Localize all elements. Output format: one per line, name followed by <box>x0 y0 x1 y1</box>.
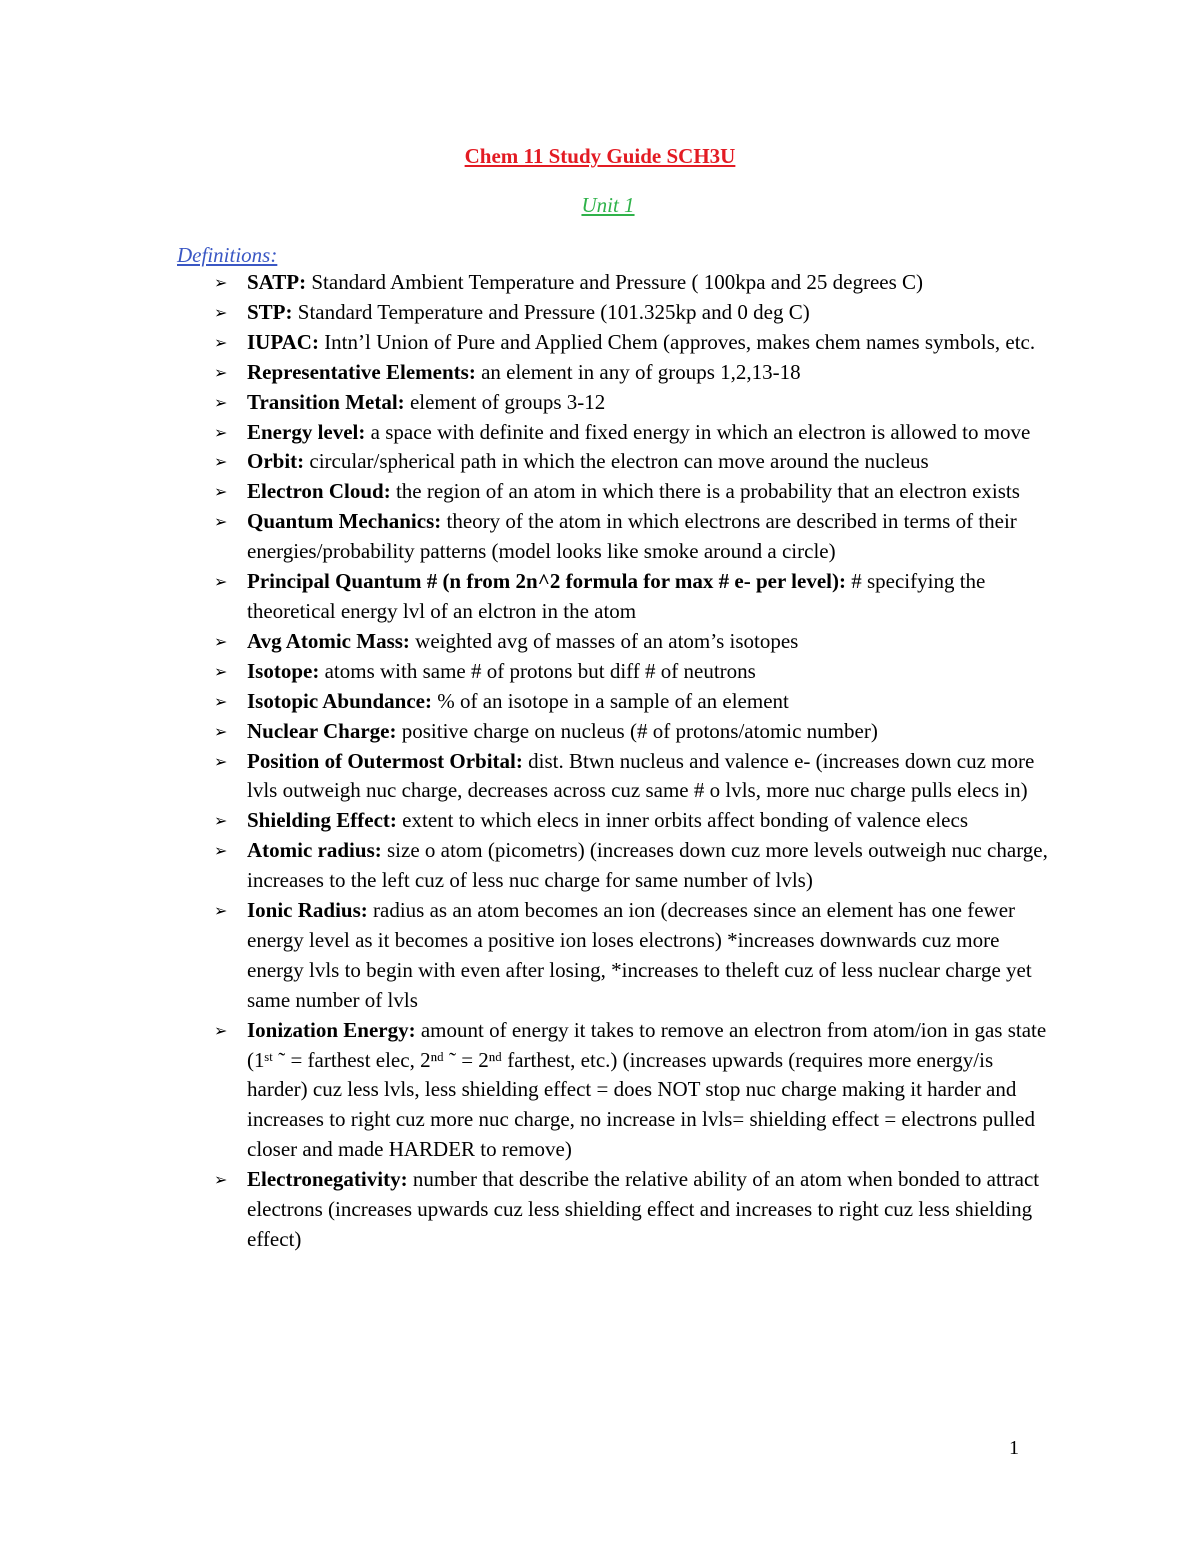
arrowhead-bullet-icon: ➢ <box>214 572 228 592</box>
definition-term: Nuclear Charge: <box>247 718 397 743</box>
definition-item <box>214 1165 1054 1255</box>
definition-item <box>214 806 1054 836</box>
definition-term: Electronegativity: <box>247 1167 408 1192</box>
definition-item <box>214 627 1054 657</box>
definition-term: Electron Cloud: <box>247 479 391 504</box>
unit-heading: Unit 1 <box>581 193 635 217</box>
definition-text: radius as an atom becomes an ion (decreases since an element has one fewer energy level as it becomes a positive ion loses electrons) *increases downwards cuz more energy lvls to begin with even after losing, *increases to theleft cuz of less nuclear charge yet same number of lvls <box>247 898 1032 1012</box>
definition-item <box>214 477 1054 507</box>
definition-text: weighted avg of masses of an atom’s isotopes <box>409 628 799 653</box>
definition-text: an element in any of groups 1,2,13-18 <box>475 359 801 384</box>
definition-text: atoms with same # of protons but diff # of neutrons <box>319 658 756 683</box>
definition-term: Quantum Mechanics: <box>247 509 442 534</box>
arrowhead-bullet-icon: ➢ <box>214 273 228 292</box>
definition-text: Intn’l Union of Pure and Applied Chem (approves, makes chem names symbols, etc. <box>318 329 1036 354</box>
arrowhead-bullet-icon: ➢ <box>214 482 228 502</box>
definition-text: Standard Ambient Temperature and Pressure ( 100kpa and 25 degrees C) <box>306 270 924 294</box>
definition-term: Ionization Energy: <box>247 1017 416 1042</box>
definition-term: Representative Elements: <box>247 359 476 384</box>
definitions-list <box>214 268 1054 1255</box>
definition-text: positive charge on nucleus (# of protons/atomic number) <box>396 718 878 743</box>
arrowhead-bullet-icon: ➢ <box>214 362 228 382</box>
definition-item <box>214 567 1054 627</box>
definition-item <box>214 388 1054 418</box>
arrowhead-bullet-icon: ➢ <box>214 1170 228 1190</box>
definition-text: amount of energy it takes to remove an electron from atom/ion in gas state (1ˢᵗ ˜ = farthest elec, 2ⁿᵈ ˜ = 2ⁿᵈ farthest, etc.) (increases upwards (requires more energy/is harder) cuz less lvls, less shielding effect = does NOT stop nuc charge making it harder and increases to right cuz more nuc charge, no increase in lvls= shielding effect = electrons pulled closer and made HARDER to remove) <box>247 1017 1047 1162</box>
page-number: 1 <box>1009 1437 1019 1459</box>
arrowhead-bullet-icon: ➢ <box>214 631 228 651</box>
definition-term: STP: <box>247 299 293 324</box>
definition-text: size o atom (picometrs) (increases down cuz more levels outweigh nuc charge, increases to the left cuz of less nuc charge for same number of lvls) <box>247 838 1048 893</box>
arrowhead-bullet-icon: ➢ <box>214 661 228 681</box>
definition-term: Ionic Radius: <box>247 898 368 923</box>
definition-item <box>214 896 1054 1016</box>
definition-text: element of groups 3-12 <box>404 389 606 414</box>
definition-text: extent to which elecs in inner orbits affect bonding of valence elecs <box>396 808 968 833</box>
definition-term: Transition Metal: <box>247 389 405 414</box>
definition-term: Principal Quantum # (n from 2n^2 formula for max # e- per level): <box>247 569 846 594</box>
definition-text: theory of the atom in which electrons are described in terms of their energies/probability patterns (model looks like smoke around a circle) <box>247 509 1017 564</box>
definition-item <box>214 298 1054 328</box>
arrowhead-bullet-icon: ➢ <box>214 721 228 741</box>
arrowhead-bullet-icon: ➢ <box>214 691 228 711</box>
definition-text: dist. Btwn nucleus and valence e- (increases down cuz more lvls outweigh nuc charge, decreases across cuz same # o lvls, more nuc charge pulls elecs in) <box>247 748 1035 803</box>
arrowhead-bullet-icon: ➢ <box>214 901 228 921</box>
definitions-heading: Definitions: <box>177 243 278 267</box>
definition-term: Avg Atomic Mass: <box>247 628 410 653</box>
arrowhead-bullet-icon: ➢ <box>214 302 228 322</box>
arrowhead-bullet-icon: ➢ <box>214 452 228 472</box>
definition-text: number that describe the relative ability of an atom when bonded to attract electrons (increases upwards cuz less shielding effect and increases to right cuz less shielding effect) <box>247 1167 1040 1251</box>
definition-text: Standard Temperature and Pressure (101.325kp and 0 deg C) <box>292 299 810 324</box>
definition-item <box>214 328 1054 358</box>
document-title: Chem 11 Study Guide SCH3U <box>464 144 736 168</box>
definition-text: # specifying the theoretical energy lvl of an elctron in the atom <box>247 569 986 623</box>
definition-item <box>214 447 1054 477</box>
definition-item <box>214 358 1054 388</box>
definition-item <box>214 687 1054 717</box>
arrowhead-bullet-icon: ➢ <box>214 422 228 442</box>
arrowhead-bullet-icon: ➢ <box>214 1020 228 1040</box>
definition-term: Isotopic Abundance: <box>247 688 432 713</box>
arrowhead-bullet-icon: ➢ <box>214 332 228 352</box>
definition-item <box>214 657 1054 687</box>
definition-term: Shielding Effect: <box>247 808 397 833</box>
definition-item <box>214 1016 1054 1166</box>
definition-text: % of an isotope in a sample of an element <box>431 688 789 713</box>
definition-item <box>214 747 1054 807</box>
definition-term: Atomic radius: <box>247 838 382 863</box>
definition-item <box>214 268 1054 298</box>
definition-item <box>214 836 1054 896</box>
arrowhead-bullet-icon: ➢ <box>214 841 228 861</box>
definition-term: Orbit: <box>247 449 305 474</box>
definition-text: the region of an atom in which there is a probability that an electron exists <box>390 479 1020 504</box>
definition-item <box>214 717 1054 747</box>
definition-item <box>214 418 1054 448</box>
definition-term: Isotope: <box>247 658 320 683</box>
arrowhead-bullet-icon: ➢ <box>214 392 228 412</box>
definition-term: Energy level: <box>247 419 366 444</box>
definition-term: SATP: <box>247 270 307 294</box>
definition-text: circular/spherical path in which the electron can move around the nucleus <box>304 449 929 474</box>
arrowhead-bullet-icon: ➢ <box>214 512 228 532</box>
definition-term: Position of Outermost Orbital: <box>247 748 523 773</box>
arrowhead-bullet-icon: ➢ <box>214 811 228 831</box>
definition-term: IUPAC: <box>247 329 319 354</box>
arrowhead-bullet-icon: ➢ <box>214 751 228 771</box>
definition-text: a space with definite and fixed energy in which an electron is allowed to move <box>365 419 1031 444</box>
definition-item <box>214 507 1054 567</box>
